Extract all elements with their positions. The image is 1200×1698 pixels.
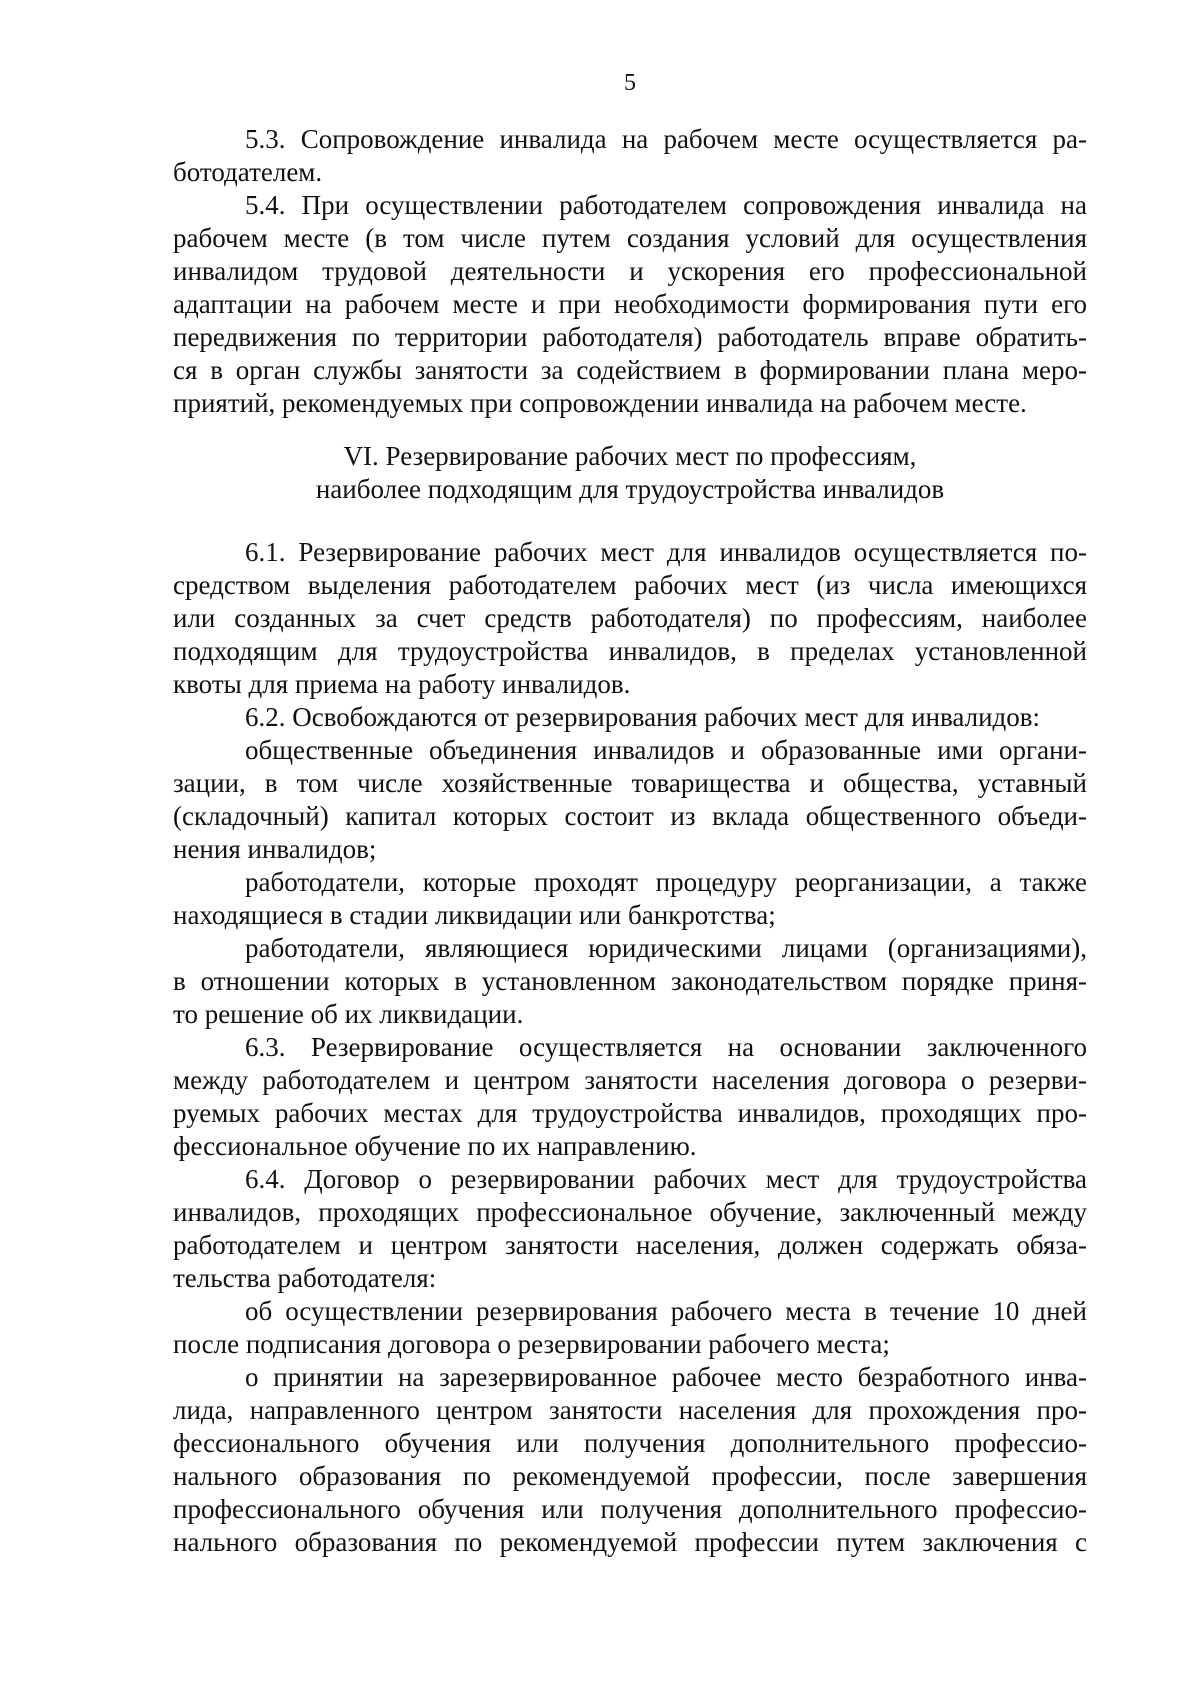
text-line: или созданных за счет средств работодателя) по профессиям, наиболее	[173, 603, 1087, 633]
text-line: в отношении которых в установленном законодательством порядке приня-	[173, 966, 1087, 996]
paragraph-6-4	[173, 1163, 1087, 1295]
paragraph-6-3	[173, 1031, 1087, 1163]
text-line: 6.2. Освобождаются от резервирования рабочих мест для инвалидов:	[245, 702, 1041, 732]
text-line: 6.3. Резервирование осуществляется на основании заключенного	[245, 1032, 1087, 1062]
text-line: тельства работодателя:	[173, 1263, 437, 1293]
text-line: квоты для приема на работу инвалидов.	[173, 669, 631, 699]
text-line: 5.4. При осуществлении работодателем сопровождения инвалида на	[245, 190, 1087, 220]
text-line: об осуществлении резервирования рабочего места в течение 10 дней	[245, 1296, 1087, 1326]
text-line: 6.1. Резервирование рабочих мест для инвалидов осуществляется по-	[245, 537, 1087, 567]
paragraph-6-2	[173, 701, 1087, 734]
text-line: профессионального обучения или получения дополнительного профессио-	[173, 1494, 1087, 1524]
paragraph-6-4-item-1	[173, 1295, 1087, 1361]
text-line: передвижения по территории работодателя) работодатель вправе обратить-	[173, 322, 1087, 352]
text-line: о принятии на зарезервированное рабочее место безработного инва-	[245, 1362, 1087, 1392]
paragraph-6-4-item-2	[173, 1361, 1087, 1559]
text-line: средством выделения работодателем рабочих мест (из числа имеющихся	[173, 570, 1087, 600]
text-line: (складочный) капитал которых состоит из вклада общественного объеди-	[173, 801, 1087, 831]
text-line: 6.4. Договор о резервировании рабочих мест для трудоустройства	[245, 1164, 1087, 1194]
text-line: лида, направленного центром занятости населения для прохождения про-	[173, 1395, 1087, 1425]
text-line: между работодателем и центром занятости населения договора о резерви-	[173, 1065, 1087, 1095]
text-line: работодатели, которые проходят процедуру реорганизации, а также	[245, 867, 1087, 897]
text-line: работодателем и центром занятости населения, должен содержать обяза-	[173, 1230, 1087, 1260]
paragraph-6-2-item-1	[173, 734, 1087, 866]
text-line: ботодателем.	[173, 157, 323, 187]
text-line: фессиональное обучение по их направлению.	[173, 1131, 697, 1161]
text-line: общественные объединения инвалидов и образованные ими органи-	[245, 735, 1087, 765]
text-line: 5.3. Сопровождение инвалида на рабочем месте осуществляется ра-	[245, 124, 1087, 154]
text-line: после подписания договора о резервировании рабочего места;	[173, 1329, 890, 1359]
text-line: рабочем месте (в том числе путем создания условий для осуществления	[173, 223, 1087, 253]
text-line: приятий, рекомендуемых при сопровождении инвалида на рабочем месте.	[173, 388, 1027, 418]
text-line: инвалидов, проходящих профессиональное обучение, заключенный между	[173, 1197, 1087, 1227]
section-6-heading	[173, 440, 1087, 506]
paragraph-6-2-item-3	[173, 932, 1087, 1031]
paragraph-5-3	[173, 123, 1087, 189]
text-line: инвалидом трудовой деятельности и ускорения его профессиональной	[173, 256, 1087, 286]
text-line: нального образования по рекомендуемой профессии путем заключения с	[173, 1527, 1087, 1557]
text-line: ся в орган службы занятости за содействием в формировании плана меро-	[173, 355, 1087, 385]
paragraph-6-1	[173, 536, 1087, 701]
heading-line: VI. Резервирование рабочих мест по профессиям,	[343, 441, 917, 471]
text-line: то решение об их ликвидации.	[173, 999, 524, 1029]
page-number: 5	[624, 70, 636, 96]
paragraph-5-4	[173, 189, 1087, 420]
text-line: подходящим для трудоустройства инвалидов, в пределах установленной	[173, 636, 1087, 666]
document-page	[173, 68, 1087, 1559]
heading-line: наиболее подходящим для трудоустройства инвалидов	[315, 474, 945, 504]
paragraph-6-2-item-2	[173, 866, 1087, 932]
text-line: нения инвалидов;	[173, 834, 377, 864]
text-line: нального образования по рекомендуемой профессии, после завершения	[173, 1461, 1087, 1491]
text-line: руемых рабочих местах для трудоустройства инвалидов, проходящих про-	[173, 1098, 1087, 1128]
text-line: зации, в том числе хозяйственные товарищества и общества, уставный	[173, 768, 1087, 798]
text-line: адаптации на рабочем месте и при необходимости формирования пути его	[173, 289, 1087, 319]
text-line: находящиеся в стадии ликвидации или банкротства;	[173, 900, 776, 930]
text-line: работодатели, являющиеся юридическими лицами (организациями),	[245, 933, 1087, 963]
text-line: фессионального обучения или получения дополнительного профессио-	[173, 1428, 1087, 1458]
